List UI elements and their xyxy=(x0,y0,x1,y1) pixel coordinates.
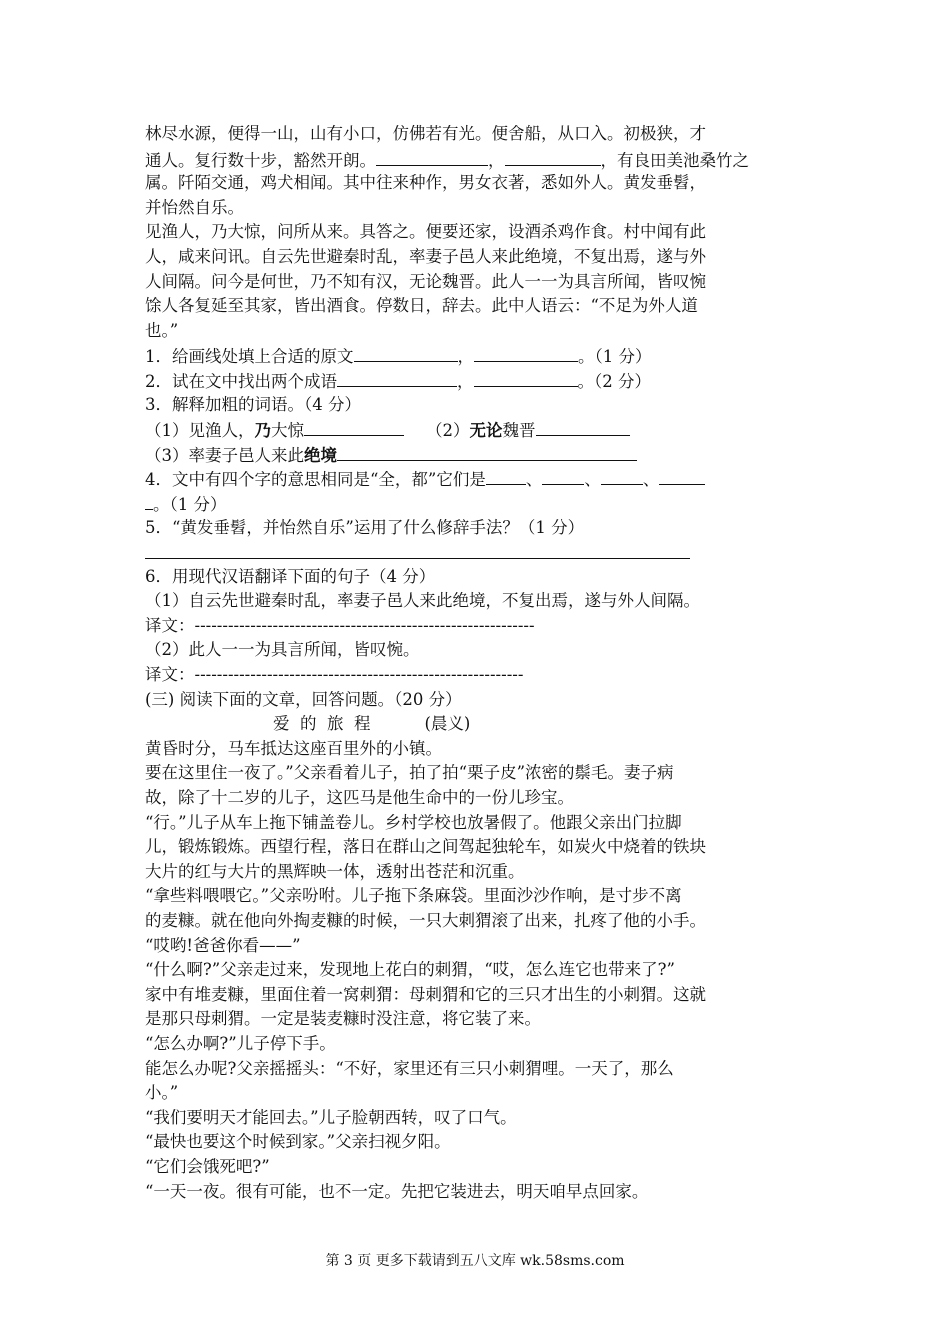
question-4-cont xyxy=(145,491,809,516)
article-line: “一天一夜。很有可能，也不一定。先把它装进去，明天咱早点回家。 xyxy=(145,1181,649,1201)
article-line: “行。”儿子从车上拖下铺盖卷儿。乡村学校也放暑假了。他跟父亲出门拉脚 xyxy=(145,812,682,832)
bold-word: 无论 xyxy=(469,421,503,441)
article-line: 要在这里住一夜了。”父亲看着儿子，拍了拍“栗子皮”浓密的鬃毛。妻子病 xyxy=(145,763,674,783)
article-line: 是那只母刺猬。一定是装麦糠时没注意，将它装了来。 xyxy=(145,1009,541,1029)
article-line: 黄昏时分，马车抵达这座百里外的小镇。 xyxy=(145,738,442,758)
question-text: 4．文中有四个字的意思相同是“全，都”它们是 xyxy=(145,470,486,490)
article-line: “它们会饿死吧?” xyxy=(145,1156,270,1176)
answer-blank[interactable] xyxy=(354,343,458,362)
separator: 、 xyxy=(642,470,660,490)
question-5-answer-line xyxy=(145,540,809,565)
question-text: （2） xyxy=(426,421,470,441)
answer-blank[interactable] xyxy=(337,442,637,461)
passage-text: ， xyxy=(488,150,505,170)
passage-line: 馀人各复延至其家，皆出酒食。停数日，辞去。此中人语云：“不足为外人道 xyxy=(145,296,698,316)
question-3: 3．解释加粗的词语。（4 分） xyxy=(145,394,361,414)
passage-line: 并怡然自乐。 xyxy=(145,197,244,217)
question-text: ， xyxy=(457,347,474,367)
document-page xyxy=(145,122,809,1204)
page-footer: 第 3 页 更多下载请到五八文库 wk.58sms.com xyxy=(325,1253,625,1269)
separator: 、 xyxy=(584,470,601,490)
question-2 xyxy=(145,368,809,393)
passage-line: 也。” xyxy=(145,320,179,340)
answer-blank[interactable] xyxy=(659,466,705,485)
article-line: 故，除了十二岁的儿子，这匹马是他生命中的一份儿珍宝。 xyxy=(145,788,574,808)
question-text: （3）率妻子邑人来此 xyxy=(145,445,304,465)
answer-blank[interactable] xyxy=(145,491,153,510)
article-line: 的麦糠。就在他向外掏麦糠的时候，一只大刺猬滚了出来，扎疼了他的小手。 xyxy=(145,911,706,930)
article-author: (晨义) xyxy=(424,714,471,734)
answer-blank[interactable] xyxy=(474,368,578,387)
question-6: 6．用现代汉语翻译下面的句子（4 分） xyxy=(145,566,436,586)
article-line: “我们要明天才能回去。”儿子脸朝西转，叹了口气。 xyxy=(145,1107,517,1127)
question-6-1: （1）自云先世避秦时乱，率妻子邑人来此绝境，不复出焉，遂与外人间隔。 xyxy=(145,591,700,611)
answer-blank[interactable] xyxy=(145,540,690,559)
question-text: （1）见渔人， xyxy=(145,421,255,441)
passage-line: 人间隔。问今是何世，乃不知有汉，无论魏晋。此人一一为具言所闻，皆叹惋 xyxy=(145,271,706,291)
passage-text: 通人。复行数十步，豁然开朗。 xyxy=(145,150,376,170)
article-title: 爱 的 旅 程 xyxy=(273,714,371,734)
answer-blank[interactable] xyxy=(536,417,630,436)
article-line: “哎哟!爸爸你看——” xyxy=(145,935,301,955)
question-text: 2．试在文中找出两个成语 xyxy=(145,371,337,391)
passage-line: 人，咸来问讯。自云先世避秦时乱，率妻子邑人来此绝境，不复出焉，遂与外 xyxy=(145,246,706,266)
question-text: 。（1 分） xyxy=(578,347,652,367)
question-text: 大惊 xyxy=(271,421,304,441)
question-5: 5．“黄发垂髫，并怡然自乐”运用了什么修辞手法？（1 分） xyxy=(145,517,585,537)
article-line: 小。” xyxy=(145,1083,179,1103)
question-text: ， xyxy=(457,371,474,391)
answer-blank[interactable] xyxy=(486,466,526,485)
fill-blank[interactable] xyxy=(505,147,601,166)
section-heading: (三) 阅读下面的文章，回答问题。（20 分） xyxy=(145,689,462,709)
article-line: “什么啊?”父亲走过来，发现地上花白的刺猬，“哎，怎么连它也带来了?” xyxy=(145,960,675,980)
passage-line: 属。阡陌交通，鸡犬相闻。其中往来种作，男女衣著，悉如外人。黄发垂髫， xyxy=(145,173,706,193)
question-4 xyxy=(145,466,809,491)
answer-blank[interactable] xyxy=(542,466,584,485)
bold-word: 绝境 xyxy=(304,445,337,465)
translation-line-2[interactable]: 译文：----------------------------------------------------------- xyxy=(145,665,524,685)
question-text: 。（2 分） xyxy=(577,371,651,391)
question-3-items xyxy=(145,417,809,442)
article-line: 能怎么办呢?父亲摇摇头：“不好，家里还有三只小刺猬哩。一天了，那么 xyxy=(145,1058,674,1078)
answer-blank[interactable] xyxy=(601,466,643,485)
passage-line: 林尽水源，便得一山，山有小口，仿佛若有光。便舍船，从口入。初极狭，才 xyxy=(145,124,706,143)
bold-word: 乃 xyxy=(254,421,271,441)
passage-line xyxy=(145,147,809,172)
passage-line: 见渔人，乃大惊，问所从来。具答之。便要还家，设酒杀鸡作食。村中闻有此 xyxy=(145,222,706,242)
article-title-line xyxy=(145,712,809,737)
passage-text: ，有良田美池桑竹之 xyxy=(600,150,749,170)
translation-line-1[interactable]: 译文：------------------------------------------------------------- xyxy=(145,615,535,635)
separator: 、 xyxy=(525,470,543,490)
article-line: “怎么办啊?”儿子停下手。 xyxy=(145,1033,336,1053)
question-text: 1．给画线处填上合适的原文 xyxy=(145,347,354,367)
article-line: “拿些料喂喂它。”父亲吩咐。儿子拖下条麻袋。里面沙沙作响，是寸步不离 xyxy=(145,886,682,906)
article-line: 大片的红与大片的黑辉映一体，透射出苍茫和沉重。 xyxy=(145,861,525,881)
answer-blank[interactable] xyxy=(474,343,578,362)
question-text: 。（1 分） xyxy=(153,494,227,514)
fill-blank[interactable] xyxy=(376,147,488,166)
article-line: “最快也要这个时候到家。”父亲扫视夕阳。 xyxy=(145,1132,451,1152)
answer-blank[interactable] xyxy=(337,368,457,387)
question-3-item-3 xyxy=(145,442,809,467)
question-6-2: （2）此人一一为具言所闻，皆叹惋。 xyxy=(145,640,420,660)
question-1 xyxy=(145,343,809,368)
article-line: 家中有堆麦糠，里面住着一窝刺猬：母刺猬和它的三只才出生的小刺猬。这就 xyxy=(145,984,706,1004)
question-text: 魏晋 xyxy=(502,421,536,441)
article-body xyxy=(145,737,809,1204)
article-line: 儿，锻炼锻炼。西望行程，落日在群山之间驾起独轮车，如炭火中烧着的铁块 xyxy=(145,837,706,857)
answer-blank[interactable] xyxy=(304,417,404,436)
